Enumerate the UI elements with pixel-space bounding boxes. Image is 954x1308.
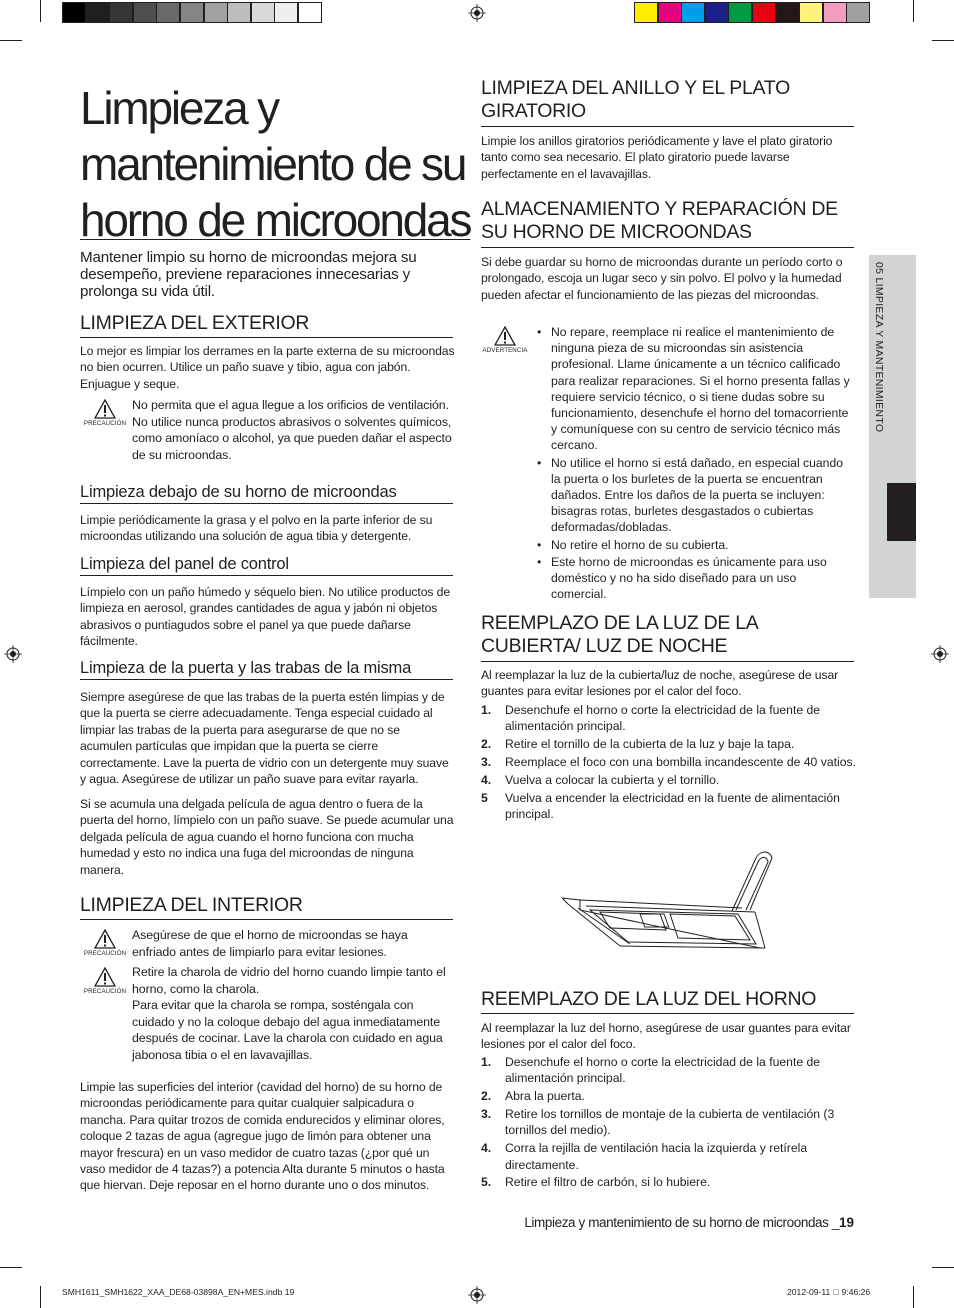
gray-swatch [298,2,322,23]
warning-badge [480,326,530,354]
warning-label: ADVERTENCIA [482,347,528,354]
caution-label: PRECAUCIÓN [83,420,127,427]
page-title [80,80,480,248]
gray-swatch [156,2,180,23]
section-heading-door: Limpieza de la puerta y las trabas de la misma [80,658,453,680]
caution-label: PRECAUCIÓN [83,950,127,957]
storage-bullet-item: • No repare, reemplace ni realice el mantenimiento de ninguna pieza de su microondas sin asistencia profesional. Llame únicamente a un técnico calificado para realizar reparaciones. Si el horno presenta fallas y requiere servicio técnico, o si tiene dudas sobre su funcionamiento, desenchufe el horno del tomacorriente y comuníquese con su centro de servicio técnico más cercano. [537,324,855,454]
caution-badge [80,929,130,957]
process-swatch [728,2,752,23]
step-number: 3. [481,755,492,769]
crop-mark [932,40,954,41]
crop-mark [932,1267,954,1268]
slug-timestamp: 2012-09-11   9:46:26 [787,1287,871,1297]
registration-mark-icon [931,645,949,663]
intro-text: Mantener limpio su horno de microondas mejora su desempeño, previene reparaciones innecesarias y prolonga su vida útil. [80,249,417,300]
step-number: 4. [481,1141,492,1156]
cooktop-step [481,790,856,823]
process-swatch [799,2,823,23]
slug-filename: SMH1611_SMH1622_XAA_DE68-03898A_EN+MES.indb 19 [62,1287,295,1297]
oven-step [481,1174,856,1190]
exterior-text: Lo mejor es limpiar los derrames en la parte externa de su microondas no bien ocurren. Utilice un paño suave y tibio, agua con jabón. Enjuague y seque. [80,344,455,391]
step-number: 5. [481,1175,492,1190]
cooktop-light-steps [481,702,856,824]
step-text: Retire los tornillos de montaje de la cubierta de ventilación (3 tornillos del medio). [505,1107,835,1138]
caution-badge [80,967,130,995]
step-text: Abra la puerta. [505,1089,585,1104]
exterior-caution-text: No permita que el agua llegue a los orificios de ventilación. No utilice nunca productos abrasivos o solventes químicos, como amoníaco o alcohol, ya que pueden dañar el aspecto de su microondas. [132,398,452,462]
footer-text: Limpieza y mantenimiento de su horno de microondas _ [524,1215,839,1230]
warning-triangle-icon [494,326,516,346]
oven-step [481,1140,856,1173]
title-line: Limpieza y [80,82,278,134]
gray-swatch [180,2,204,23]
cooktop-step [481,736,856,752]
gray-swatch [62,2,86,23]
cooktop-step [481,772,856,788]
chapter-side-label: 05 LIMPIEZA Y MANTENIMIENTO [873,262,885,433]
interior-caution-text: Retire la charola de vidrio del horno cuando limpie tanto el horno, como la charola. Para evitar que la charola se rompa, sosténgala con cuidado y no la coloque debajo del agua inmediatamente después de cocinar. Lave la charola con cuidado en agua jabonosa tibia o el en lavavajillas. [132,965,446,1062]
cooktop-step [481,702,856,735]
step-number: 2. [481,737,492,752]
registration-mark-icon [468,4,486,22]
gray-swatch [274,2,298,23]
process-swatch [823,2,847,23]
crop-mark [0,40,22,41]
section-heading-cooktop-light: REEMPLAZO DE LA LUZ DE LA CUBIERTA/ LUZ DE NOCHE [481,612,854,662]
process-swatch [634,2,658,23]
process-swatch [705,2,729,23]
step-number: 1. [481,703,492,717]
caution-label: PRECAUCIÓN [83,988,127,995]
gray-swatch [86,2,110,23]
ring-text: Limpie los anillos giratorios periódicamente y lave el plato giratorio tanto como sea necesario. El plato giratorio puede lavarse perfectamente en el lavavajillas. [481,134,833,181]
cooktop-light-text: Al reemplazar la luz de la cubierta/luz de noche, asegúrese de usar guantes para evitar lesiones por el calor del foco. [481,668,839,699]
cooktop-light-illustration [560,848,780,958]
crop-mark [0,1267,22,1268]
storage-bullet-item: • No retire el horno de su cubierta. [537,537,855,553]
caution-badge [80,399,130,427]
crop-mark [913,0,914,22]
oven-step [481,1088,856,1104]
step-number: 2. [481,1089,492,1104]
storage-bullet-list [537,324,855,603]
cooktop-step [481,754,856,770]
process-swatch [681,2,705,23]
registration-mark-icon [468,1286,486,1304]
door-text: Si se acumula una delgada película de agua dentro o fuera de la puerta del horno, límpielo con un paño suave. Se puede acumular una delgada película de agua cuando el horno funciona con mucha humedad y esto no indica una fuga del microondas de ninguna manera. [80,797,454,877]
chapter-tab-marker [887,483,916,541]
step-text: Desenchufe el horno o corte la electricidad de la fuente de alimentación principal. [505,703,821,734]
caution-triangle-icon [94,399,116,419]
interior-text: Limpie las superficies del interior (cavidad del horno) de su horno de microondas periódicamente para quitar cualquier salpicadura o mancha. Para quitar trozos de comida endurecidos y eliminar olores, coloque 2 tazas de agua (agregue jugo de limón para obtener una mayor frescura) en un vaso medidor de cuatro tazas (¿por qué un vaso medidor de 4 tazas?) a potencia Alta durante 5 minutos o hasta que hiervan. Deje reposar en el horno durante uno o dos minutos. [80,1080,445,1193]
step-text: Reemplace el foco con una bombilla incandescente de 40 vatios. [505,755,856,769]
step-text: Retire el tornillo de la cubierta de la luz y baje la tapa. [505,737,795,752]
process-swatch [752,2,776,23]
step-number: 1. [481,1055,492,1069]
step-text: Vuelva a encender la electricidad en la fuente de alimentación principal. [505,790,840,821]
step-text: Desenchufe el horno o corte la electricidad de la fuente de alimentación principal. [505,1055,821,1086]
process-swatch [846,2,870,23]
door-text: Siempre asegúrese de que las trabas de la puerta estén limpias y de que la puerta se cierre adecuadamente. Tenga especial cuidado al limpiar las trabas de la puerta para asegurarse de que no se acumulen partículas que impidan que la puerta se cierre correctamente. Lave la puerta de vidrio con un detergente muy suave y agua. Asegúrese de utilizar un paño suave para evitar rayarla. [80,690,449,787]
step-text: Corra la rejilla de ventilación hacia la izquierda y retírela directamente. [505,1141,808,1172]
section-heading-panel: Limpieza del panel de control [80,554,453,576]
process-swatch [658,2,682,23]
panel-text: Límpielo con un paño húmedo y séquelo bien. No utilice productos de limpieza en aerosol, grandes cantidades de agua y jabón ni objetos abrasivos o puntiagudos sobre el panel ya que puede dañarse fácilmente. [80,585,451,649]
title-line: horno de microondas [80,194,471,246]
crop-mark [40,0,41,22]
crop-mark [40,1286,41,1308]
oven-light-steps [481,1054,856,1192]
gray-swatch [204,2,228,23]
oven-step [481,1054,856,1087]
section-heading-exterior: LIMPIEZA DEL EXTERIOR [80,312,453,338]
section-heading-oven-light: REEMPLAZO DE LA LUZ DEL HORNO [481,988,854,1014]
oven-step [481,1106,856,1139]
registration-mark-icon [4,645,22,663]
gray-swatch [251,2,275,23]
page-footer [524,1215,854,1230]
page-number: 19 [838,1215,854,1230]
oven-light-text: Al reemplazar la luz del horno, asegúrese de usar guantes para evitar lesiones por el calor del foco. [481,1021,851,1052]
gray-swatch [109,2,133,23]
section-heading-storage: ALMACENAMIENTO Y REPARACIÓN DE SU HORNO DE MICROONDAS [481,198,854,248]
storage-text: Si debe guardar su horno de microondas durante un período corto o prolongado, escoja un lugar seco y sin polvo. El polvo y la humedad pueden afectar el funcionamiento de las piezas del microondas. [481,255,843,302]
section-heading-interior: LIMPIEZA DEL INTERIOR [80,894,453,920]
caution-triangle-icon [94,967,116,987]
storage-bullet-item: • No utilice el horno si está dañado, en especial cuando la puerta o los burletes de la puerta se encuentran dañados. Entre los daños de la puerta se incluyen: bisagras rotas, burletes desgastados o cubiertas deformadas/dobladas. [537,455,855,536]
title-line: mantenimiento de su [80,138,466,190]
interior-caution-text: Asegúrese de que el horno de microondas se haya enfriado antes de limpiarlo para evitar lesiones. [132,928,408,959]
step-text: Retire el filtro de carbón, si lo hubiere. [505,1175,711,1190]
section-heading-under: Limpieza debajo de su horno de microondas [80,482,453,504]
under-text: Limpie periódicamente la grasa y el polvo en la parte inferior de su microondas utilizando una solución de agua tibia y detergente. [80,513,433,544]
step-number: 5 [481,790,488,805]
step-text: Vuelva a colocar la cubierta y el tornillo. [505,772,720,787]
step-number: 3. [481,1107,492,1121]
crop-mark [913,1286,914,1308]
process-swatch [776,2,800,23]
step-number: 4. [481,772,492,787]
caution-triangle-icon [94,929,116,949]
gray-swatch [133,2,157,23]
section-heading-ring: LIMPIEZA DEL ANILLO Y EL PLATO GIRATORIO [481,77,854,127]
gray-swatch [227,2,251,23]
storage-bullet-item: • Este horno de microondas es únicamente para uso doméstico y no ha sido diseñado para un uso comercial. [537,554,855,603]
